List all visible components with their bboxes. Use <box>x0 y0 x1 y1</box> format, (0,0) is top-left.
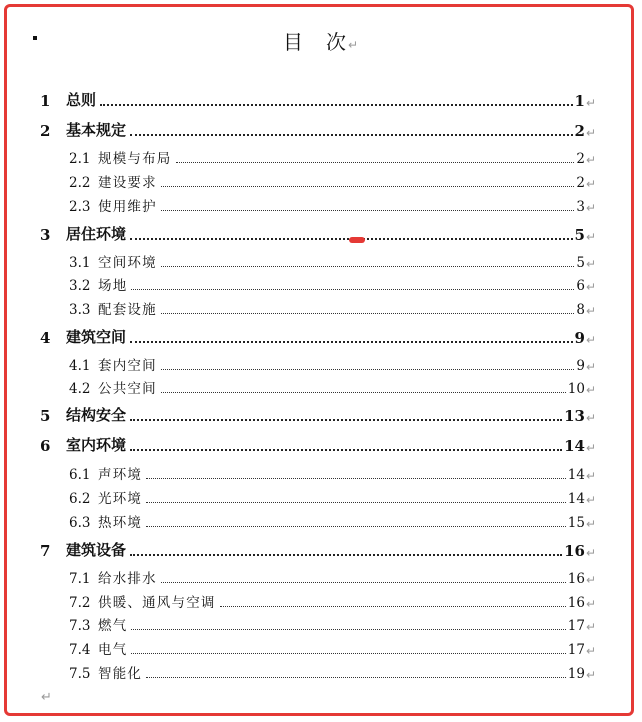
toc-entry-page: 8 <box>576 302 585 318</box>
paragraph-mark-icon: ↵ <box>585 411 596 425</box>
toc-entry-page: 17 <box>567 642 585 658</box>
red-annotation-mark <box>349 237 365 243</box>
toc-entry-number: 7.3 <box>69 618 91 634</box>
toc-entry-title: 建设要求 <box>98 175 157 191</box>
toc-dot-leader <box>131 289 574 290</box>
toc-entry-number: 2.3 <box>69 199 91 215</box>
toc-entry[interactable] <box>40 325 596 347</box>
toc-entry-page: 15 <box>567 515 585 531</box>
toc-dot-leader <box>130 419 562 421</box>
toc-entry-title: 使用维护 <box>98 199 157 215</box>
paragraph-mark-icon: ↵ <box>585 597 596 611</box>
toc-entry-title: 场地 <box>98 278 128 294</box>
paragraph-mark-icon: ↵ <box>585 383 596 397</box>
paragraph-mark-icon: ↵ <box>585 257 596 271</box>
toc-entry-number: 6.3 <box>69 515 91 531</box>
end-paragraph-mark-icon: ↵ <box>41 690 52 705</box>
toc-entry-title: 智能化 <box>98 666 143 682</box>
toc-title <box>0 26 642 55</box>
toc-entry-title: 热环境 <box>98 515 143 531</box>
toc-entry-number: 6.2 <box>69 491 91 507</box>
toc-dot-leader <box>100 104 572 106</box>
toc-entry-page: 19 <box>567 666 585 682</box>
toc-dot-leader <box>130 554 562 556</box>
paragraph-mark-icon: ↵ <box>585 441 596 455</box>
paragraph-mark-icon: ↵ <box>585 280 596 294</box>
toc-entry[interactable] <box>40 296 596 318</box>
toc-entry-page: 10 <box>567 381 585 397</box>
toc-entry[interactable] <box>40 485 596 507</box>
paragraph-mark-icon: ↵ <box>347 38 360 52</box>
toc-dot-leader <box>131 629 565 630</box>
toc-entry-title: 电气 <box>98 642 128 658</box>
toc-entry-page: 9 <box>574 329 585 347</box>
paragraph-mark-icon: ↵ <box>585 546 596 560</box>
toc-entry[interactable] <box>40 222 596 244</box>
toc-entry-number: 7.4 <box>69 642 91 658</box>
toc-entry-title: 室内环境 <box>66 436 127 454</box>
paragraph-mark-icon: ↵ <box>585 644 596 658</box>
toc-entry-page: 2 <box>574 122 585 140</box>
toc-entry-title: 燃气 <box>98 618 128 634</box>
toc-entry-title: 公共空间 <box>98 381 157 397</box>
toc-entry-number: 6.1 <box>69 467 91 483</box>
toc-dot-leader <box>161 266 575 267</box>
toc-dot-leader <box>146 478 566 479</box>
paragraph-mark-icon: ↵ <box>585 177 596 191</box>
paragraph-mark-icon: ↵ <box>585 333 596 347</box>
toc-entry[interactable] <box>40 660 596 682</box>
toc-entry-number: 2.2 <box>69 175 91 191</box>
toc-entry-page: 6 <box>576 278 585 294</box>
toc-entry-number: 5 <box>40 407 51 425</box>
toc-entry[interactable] <box>40 145 596 167</box>
toc-dot-leader <box>130 134 572 136</box>
paragraph-mark-icon: ↵ <box>585 96 596 110</box>
toc-entry-title: 基本规定 <box>66 121 127 139</box>
toc-entry-number: 1 <box>40 92 51 110</box>
toc-entry-title: 配套设施 <box>98 302 157 318</box>
toc-entry[interactable] <box>40 118 596 140</box>
toc-dot-leader <box>161 392 566 393</box>
toc-entry-number: 2 <box>40 122 51 140</box>
toc-entry[interactable] <box>40 636 596 658</box>
toc-entry-title: 套内空间 <box>98 358 157 374</box>
toc-entry-number: 3.1 <box>69 255 91 271</box>
paragraph-mark-icon: ↵ <box>585 230 596 244</box>
toc-entry[interactable] <box>40 433 596 455</box>
toc-entry-page: 9 <box>576 358 585 374</box>
paragraph-mark-icon: ↵ <box>585 620 596 634</box>
toc-entry-number: 4.2 <box>69 381 91 397</box>
paragraph-mark-icon: ↵ <box>585 469 596 483</box>
toc-entry[interactable] <box>40 169 596 191</box>
toc-entry-page: 3 <box>576 199 585 215</box>
toc-entry-number: 4 <box>40 329 51 347</box>
toc-entry[interactable] <box>40 193 596 215</box>
toc-title-left: 目 <box>282 30 304 54</box>
toc-entry-page: 2 <box>576 175 585 191</box>
toc-entry-page: 16 <box>567 571 585 587</box>
toc-entry-page: 16 <box>567 595 585 611</box>
toc-dot-leader <box>130 341 572 343</box>
paragraph-mark-icon: ↵ <box>585 304 596 318</box>
toc-entry[interactable] <box>40 589 596 611</box>
toc-entry-page: 13 <box>564 407 585 425</box>
toc-entry[interactable] <box>40 461 596 483</box>
toc-entry-title: 声环境 <box>98 467 143 483</box>
toc-dot-leader <box>220 606 566 607</box>
toc-entry[interactable] <box>40 612 596 634</box>
toc-entry[interactable] <box>40 403 596 425</box>
toc-dot-leader <box>176 162 575 163</box>
toc-entry-number: 7.5 <box>69 666 91 682</box>
toc-entry-page: 5 <box>576 255 585 271</box>
toc-entry-title: 结构安全 <box>66 406 127 424</box>
toc-entry-number: 7.1 <box>69 571 91 587</box>
toc-entry-page: 2 <box>576 151 585 167</box>
toc-entry-page: 1 <box>574 92 585 110</box>
toc-entry-title: 规模与布局 <box>98 151 172 167</box>
toc-entry-title: 光环境 <box>98 491 143 507</box>
toc-entry-number: 2.1 <box>69 151 91 167</box>
toc-entry-number: 3.3 <box>69 302 91 318</box>
paragraph-mark-icon: ↵ <box>585 126 596 140</box>
paragraph-mark-icon: ↵ <box>585 493 596 507</box>
toc-title-right: 次 <box>325 30 347 54</box>
toc-entry-title: 给水排水 <box>98 571 157 587</box>
toc-entry-page: 16 <box>564 542 585 560</box>
toc-entry-title: 建筑空间 <box>66 328 127 346</box>
toc-dot-leader <box>131 653 565 654</box>
toc-entry-title: 建筑设备 <box>66 541 127 559</box>
toc-entry-title: 供暖、通风与空调 <box>98 595 216 611</box>
toc-entry[interactable] <box>40 509 596 531</box>
toc-entry[interactable] <box>40 272 596 294</box>
toc-entry[interactable] <box>40 538 596 560</box>
toc-entry-page: 14 <box>567 467 585 483</box>
toc-entry[interactable] <box>40 352 596 374</box>
toc-dot-leader <box>130 449 562 451</box>
paragraph-mark-icon: ↵ <box>585 573 596 587</box>
toc-entry[interactable] <box>40 249 596 271</box>
toc-dot-leader <box>161 186 575 187</box>
toc-dot-leader <box>146 502 566 503</box>
toc-entry-title: 居住环境 <box>66 225 127 243</box>
paragraph-mark-icon: ↵ <box>585 668 596 682</box>
toc-entry-title: 空间环境 <box>98 255 157 271</box>
paragraph-mark-icon: ↵ <box>585 517 596 531</box>
toc-entry-number: 7.2 <box>69 595 91 611</box>
toc-entry-number: 3.2 <box>69 278 91 294</box>
toc-dot-leader <box>161 369 575 370</box>
toc-dot-leader <box>161 313 575 314</box>
toc-entry-number: 6 <box>40 437 51 455</box>
toc-dot-leader <box>161 210 575 211</box>
toc-dot-leader <box>146 526 566 527</box>
toc-entry[interactable] <box>40 565 596 587</box>
toc-entry-page: 14 <box>564 437 585 455</box>
toc-entry[interactable] <box>40 88 596 110</box>
paragraph-mark-icon: ↵ <box>585 360 596 374</box>
toc-entry-page: 14 <box>567 491 585 507</box>
toc-entry-page: 5 <box>574 226 585 244</box>
toc-entry-number: 4.1 <box>69 358 91 374</box>
toc-entry-number: 3 <box>40 226 51 244</box>
paragraph-mark-icon: ↵ <box>585 201 596 215</box>
toc-entry-page: 17 <box>567 618 585 634</box>
toc-entry-title: 总则 <box>66 91 97 109</box>
toc-dot-leader <box>161 582 566 583</box>
toc-entry-number: 7 <box>40 542 51 560</box>
toc-dot-leader <box>146 677 566 678</box>
toc-entry[interactable] <box>40 375 596 397</box>
paragraph-mark-icon: ↵ <box>585 153 596 167</box>
